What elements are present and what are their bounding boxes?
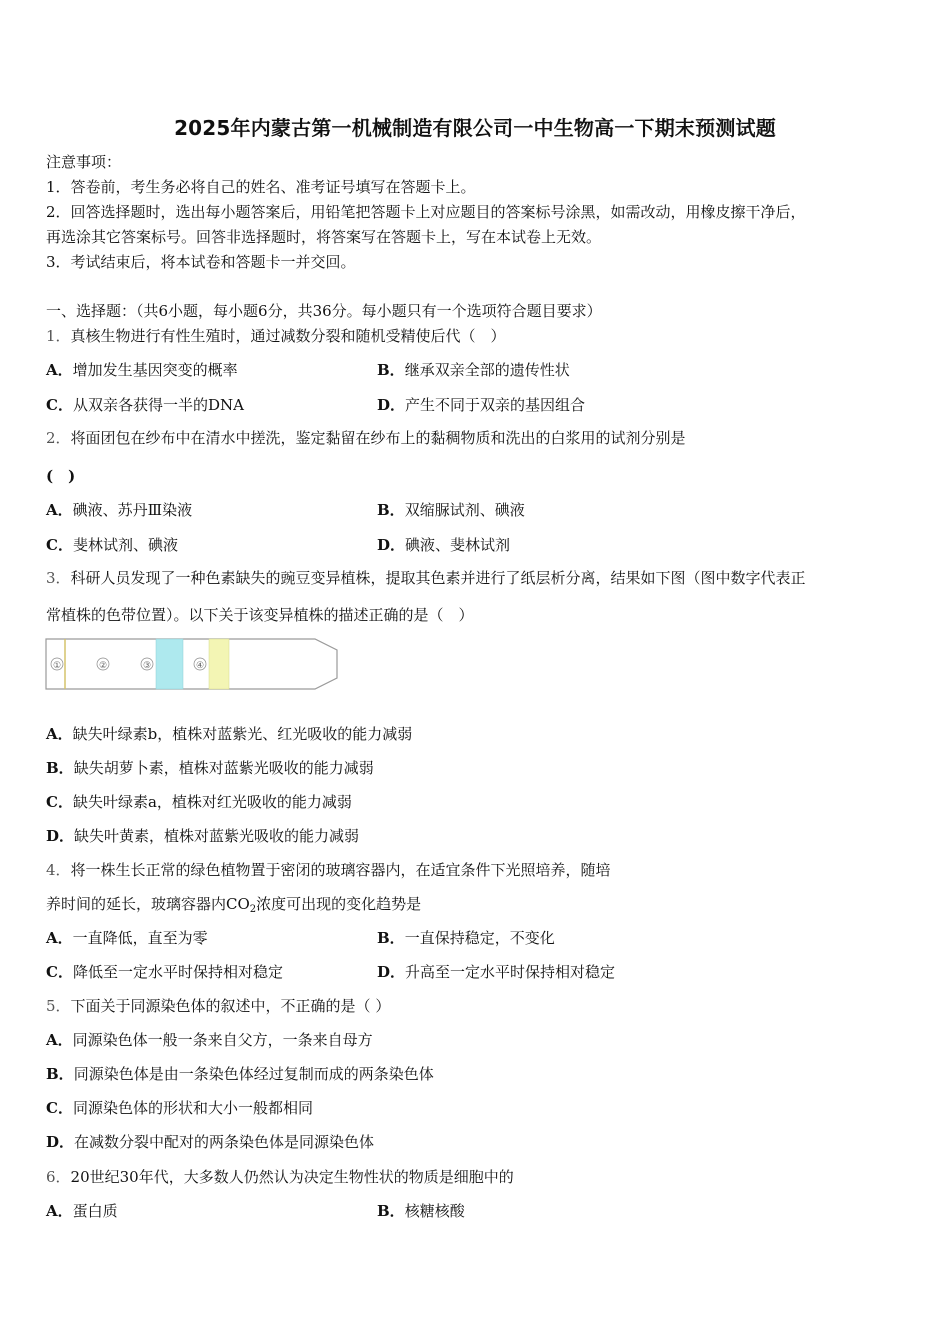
q3-option-b: B．缺失胡萝卜素，植株对蓝紫光吸收的能力减弱 <box>46 759 374 777</box>
q4-option-b: B．一直保持稳定，不变化 <box>377 929 555 947</box>
q5-option-a: A．同源染色体一般一条来自父方，一条来自母方 <box>46 1031 373 1049</box>
q2-option-d: D．碘液、斐林试剂 <box>377 536 511 554</box>
q3-option-d: D．缺失叶黄素，植株对蓝紫光吸收的能力减弱 <box>46 827 360 845</box>
question-3-cont: 常植株的色带位置）。以下关于该变异植株的描述正确的是（ ） <box>46 606 474 624</box>
q2-option-a: A．碘液、苏丹Ⅲ染液 <box>46 501 193 519</box>
chromatography-strip <box>45 636 345 692</box>
question-3: 3．科研人员发现了一种色素缺失的豌豆变异植株，提取其色素并进行了纸层析分离，结果如下图（图中数字代表正 <box>46 569 806 587</box>
notice-item-2a: 2．回答选择题时，选出每小题答案后，用铅笔把答题卡上对应题目的答案标号涂黑，如需改动，用橡皮擦干净后， <box>46 203 806 221</box>
band-yellow <box>209 639 229 689</box>
q2-option-b: B．双缩脲试剂、碘液 <box>377 501 525 519</box>
q3-option-c: C．缺失叶绿素a，植株对红光吸收的能力减弱 <box>46 793 352 811</box>
question-2: 2．将面团包在纱布中在清水中搓洗，鉴定黏留在纱布上的黏稠物质和洗出的白浆用的试剂分别是 <box>46 429 686 447</box>
question-number: 1． <box>46 327 71 345</box>
q4-option-c: C．降低至一定水平时保持相对稳定 <box>46 963 283 981</box>
q1-option-d: D．产生不同于双亲的基因组合 <box>377 396 586 414</box>
q3-option-a: A．缺失叶绿素b，植株对蓝紫光、红光吸收的能力减弱 <box>46 725 413 743</box>
band-label-2: ② <box>98 661 108 671</box>
question-6: 6．20世纪30年代，大多数人仍然认为决定生物性状的物质是细胞中的 <box>46 1168 514 1186</box>
q6-option-a: A．蛋白质 <box>46 1202 118 1220</box>
q4-option-d: D．升高至一定水平时保持相对稳定 <box>377 963 616 981</box>
q5-option-b: B．同源染色体是由一条染色体经过复制而成的两条染色体 <box>46 1065 434 1083</box>
notice-heading: 注意事项： <box>46 153 122 171</box>
question-1 <box>46 326 506 346</box>
q1-option-a: A．增加发生基因突变的概率 <box>46 361 238 379</box>
band-label-1: ① <box>52 661 62 671</box>
question-4: 4．将一株生长正常的绿色植物置于密闭的玻璃容器内，在适宜条件下光照培养，随培 <box>46 861 611 879</box>
question-text: 真核生物进行有性生殖时，通过减数分裂和随机受精使后代（ ） <box>70 327 506 345</box>
q5-option-c: C．同源染色体的形状和大小一般都相同 <box>46 1099 313 1117</box>
band-blue <box>156 639 183 689</box>
band-label-3: ③ <box>142 661 152 671</box>
q6-option-b: B．核糖核酸 <box>377 1202 465 1220</box>
notice-item-2b: 再选涂其它答案标号。回答非选择题时，将答案写在答题卡上，写在本试卷上无效。 <box>46 228 602 246</box>
q5-option-d: D．在减数分裂中配对的两条染色体是同源染色体 <box>46 1133 375 1151</box>
q1-option-b: B．继承双亲全部的遗传性状 <box>377 361 570 379</box>
band-label-4: ④ <box>195 661 205 671</box>
strip-outline <box>46 639 337 689</box>
page-title: 2025年内蒙古第一机械制造有限公司一中生物高一下期末预测试题 <box>174 116 776 140</box>
question-5: 5．下面关于同源染色体的叙述中，不正确的是（ ） <box>46 997 391 1015</box>
question-2-paren: ( ) <box>46 467 76 485</box>
q2-option-c: C．斐林试剂、碘液 <box>46 536 178 554</box>
question-4-cont: 养时间的延长，玻璃容器内$CO_2$浓度可出现的变化趋势是 <box>46 895 422 915</box>
notice-item-3: 3．考试结束后，将本试卷和答题卡一并交回。 <box>46 253 356 271</box>
q1-option-c: C．从双亲各获得一半的DNA <box>46 396 244 414</box>
section-heading: 一、选择题：（共6小题，每小题6分，共36分。每小题只有一个选项符合题目要求） <box>46 302 602 320</box>
notice-item-1: 1．答卷前，考生务必将自己的姓名、准考证号填写在答题卡上。 <box>46 178 476 196</box>
q4-option-a: A．一直降低，直至为零 <box>46 929 208 947</box>
